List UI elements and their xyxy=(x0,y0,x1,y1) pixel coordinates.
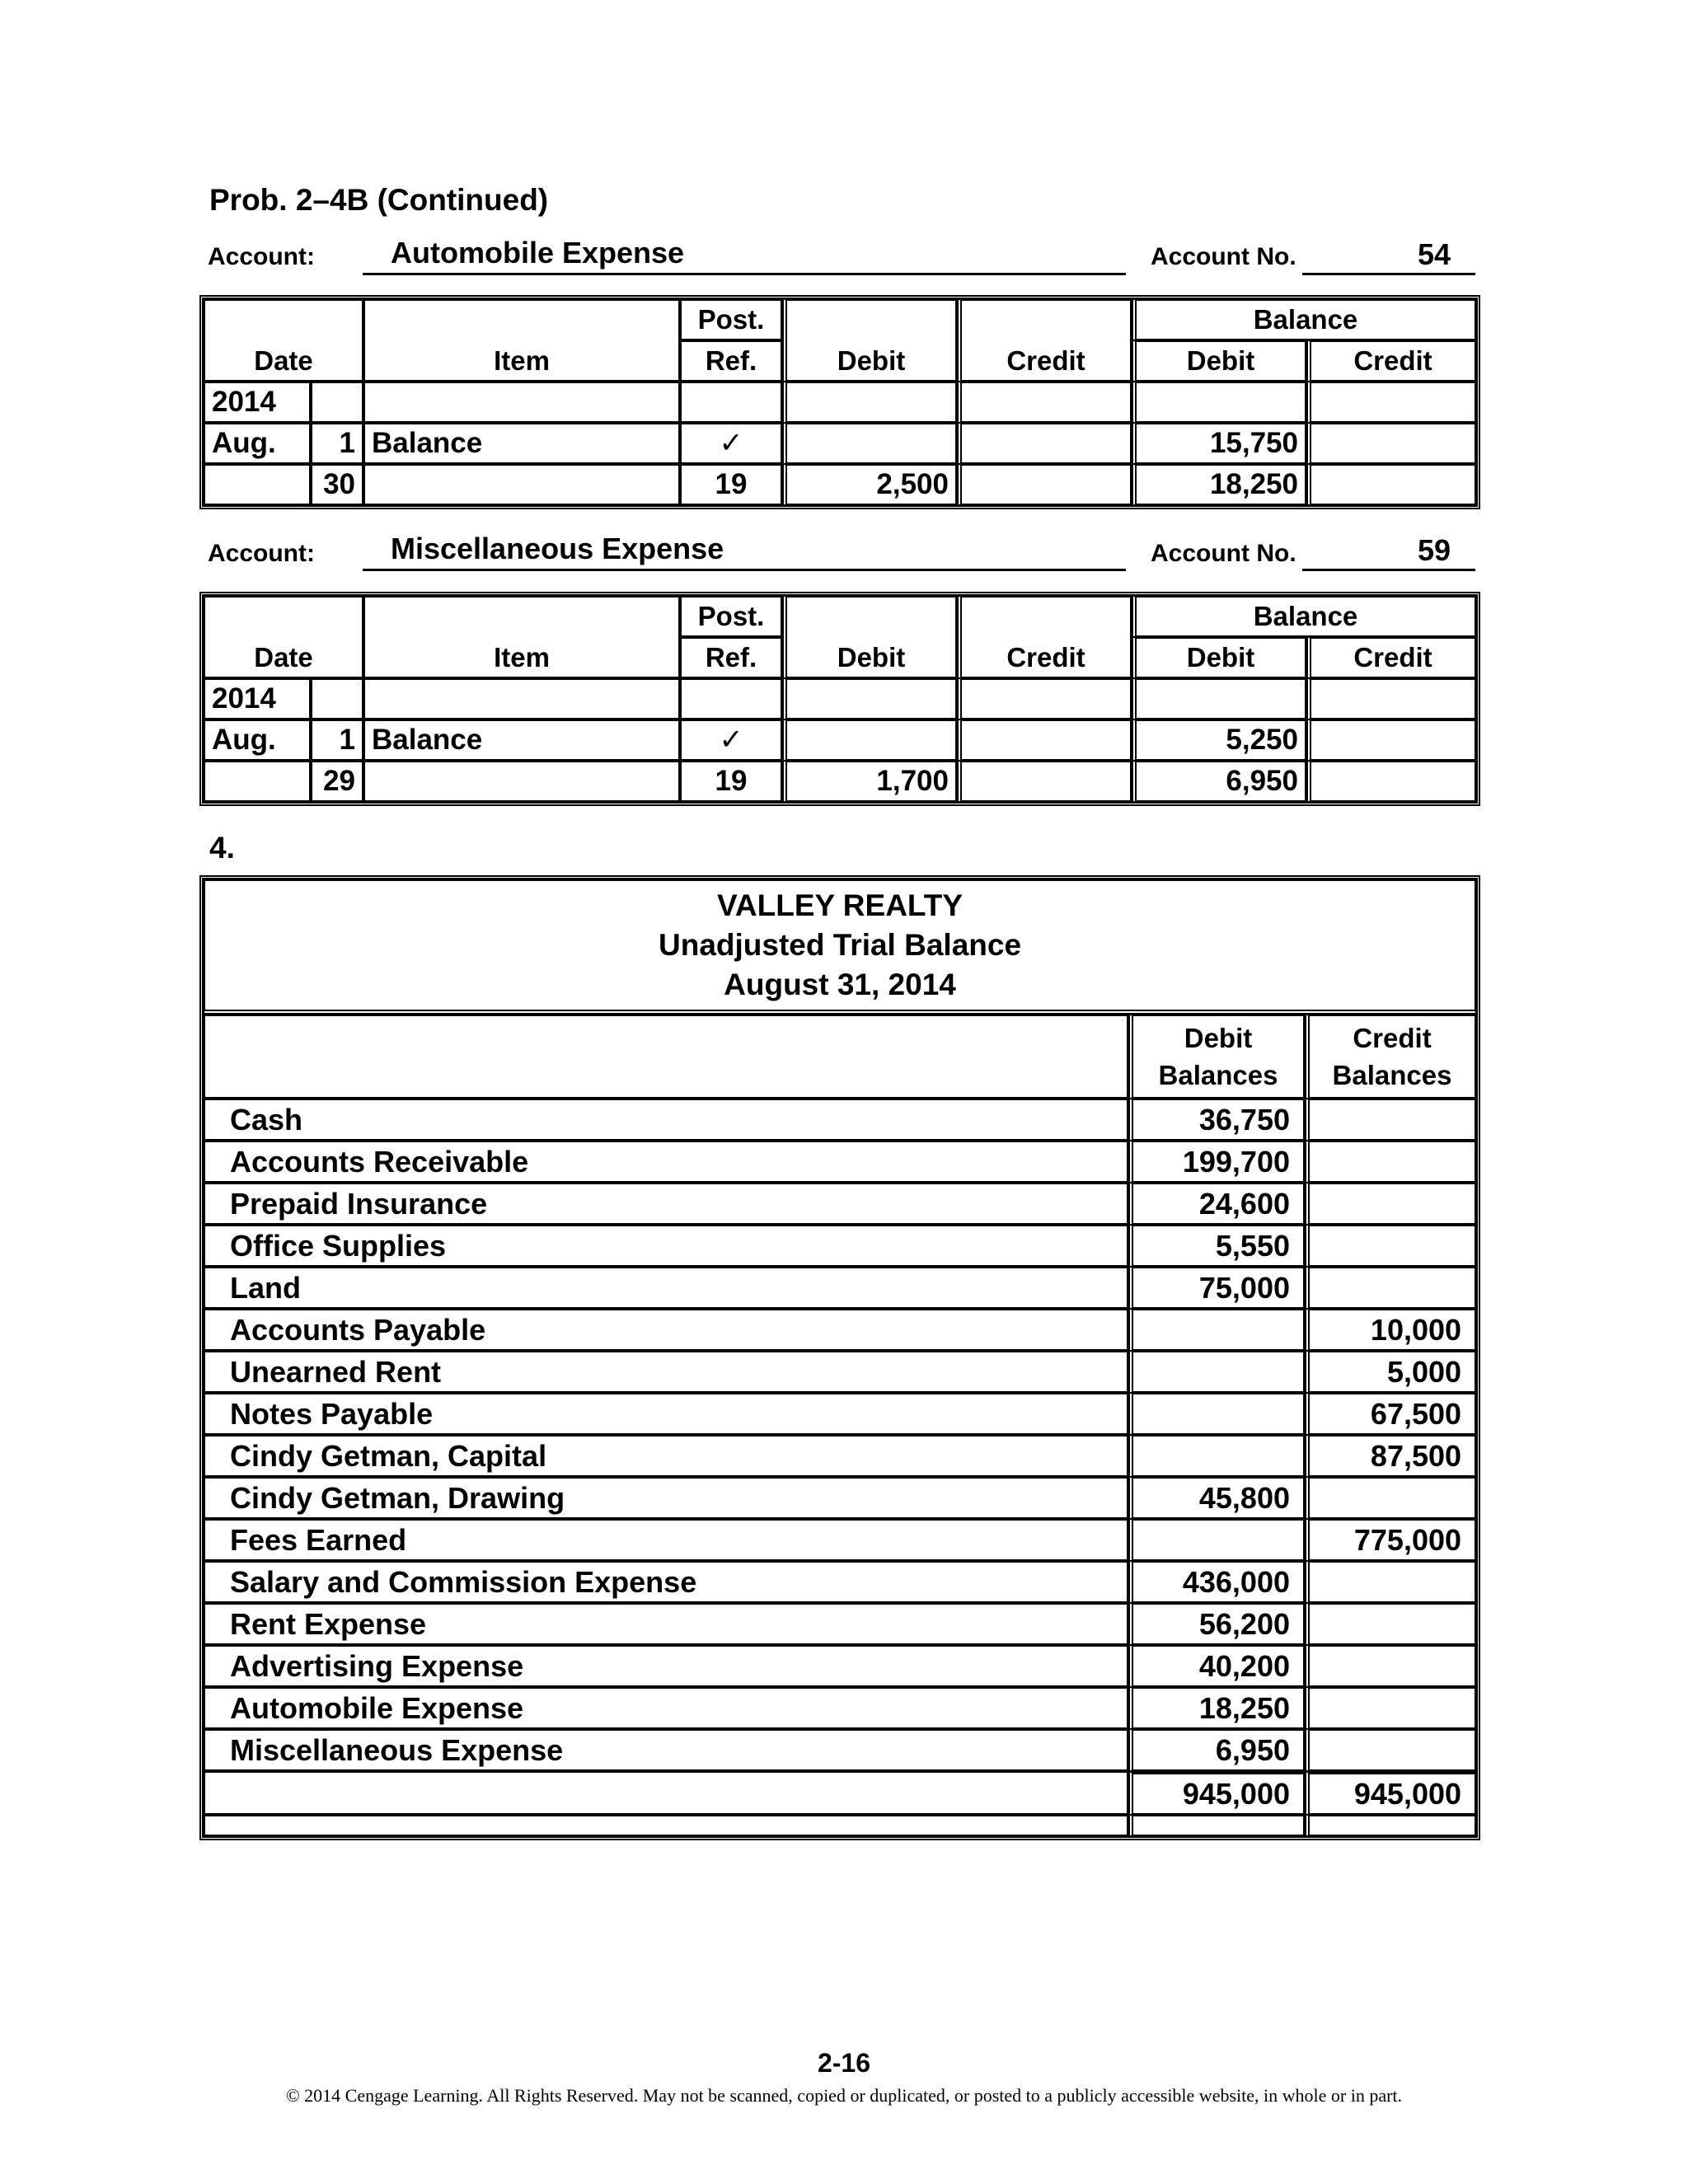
debit-cell xyxy=(782,719,957,761)
copyright-notice: © 2014 Cengage Learning. All Rights Reserved. May not be scanned, copied or duplicated, or posted to a publicly accessible website, in whole or in part. xyxy=(285,2085,1403,2106)
credit-balance-cell xyxy=(1305,1477,1476,1519)
table-row xyxy=(204,1099,1476,1141)
debit-balance-cell: 45,800 xyxy=(1128,1477,1305,1519)
account-no-label: Account No. xyxy=(1151,243,1296,270)
col-header-debit-balances: Debit Balances xyxy=(1128,1015,1305,1099)
col-header-balance: Balance xyxy=(1132,299,1476,340)
account-name-cell: Miscellaneous Expense xyxy=(204,1729,1128,1771)
month-cell: Aug. xyxy=(204,719,311,761)
account-no-underline xyxy=(1302,569,1475,571)
ledger-table-2 xyxy=(199,592,1480,806)
ref-cell: 19 xyxy=(680,761,782,802)
debit-cell xyxy=(782,423,957,464)
month-cell xyxy=(204,761,311,802)
credit-balance-cell xyxy=(1305,1183,1476,1225)
account-name-cell: Prepaid Insurance xyxy=(204,1183,1128,1225)
account-name-cell: Rent Expense xyxy=(204,1603,1128,1645)
credit-balance-cell xyxy=(1305,1645,1476,1687)
balance-credit-cell xyxy=(1306,761,1476,802)
col-header-post: Post. xyxy=(680,299,782,340)
credit-cell xyxy=(957,719,1132,761)
col-header-date: Date xyxy=(204,299,363,382)
month-cell xyxy=(204,464,311,505)
debit-balance-cell xyxy=(1128,1519,1305,1561)
account-name-cell: Notes Payable xyxy=(204,1393,1128,1435)
account-name-cell: Automobile Expense xyxy=(204,1687,1128,1729)
col-header-credit-balances: Credit Balances xyxy=(1305,1015,1476,1099)
credit-balance-cell xyxy=(1305,1225,1476,1267)
table-row xyxy=(204,1351,1476,1393)
col-header-debit: Debit xyxy=(782,596,957,678)
debit-balance-cell xyxy=(1128,1309,1305,1351)
account-no-label: Account No. xyxy=(1151,540,1296,567)
debit-balance-cell: 18,250 xyxy=(1128,1687,1305,1729)
checkmark-icon: ✓ xyxy=(680,423,782,464)
col-header-debit: Debit xyxy=(782,299,957,382)
day-cell: 30 xyxy=(311,464,363,505)
year-cell: 2014 xyxy=(204,678,311,719)
col-header-balance-credit: Credit xyxy=(1306,340,1476,382)
debit-balance-cell: 40,200 xyxy=(1128,1645,1305,1687)
balance-debit-cell: 6,950 xyxy=(1132,761,1306,802)
credit-balance-cell: 5,000 xyxy=(1305,1351,1476,1393)
table-row xyxy=(204,382,1476,423)
account-name-cell: Salary and Commission Expense xyxy=(204,1561,1128,1603)
credit-balance-cell: 10,000 xyxy=(1305,1309,1476,1351)
col-header-item: Item xyxy=(363,299,680,382)
credit-balance-cell: 67,500 xyxy=(1305,1393,1476,1435)
total-debit: 945,000 xyxy=(1128,1771,1305,1815)
credit-balance-cell xyxy=(1305,1603,1476,1645)
totals-row xyxy=(204,1771,1476,1815)
account-name-cell: Office Supplies xyxy=(204,1225,1128,1267)
day-cell: 1 xyxy=(311,423,363,464)
debit-balance-cell xyxy=(1128,1393,1305,1435)
col-header-balance-debit: Debit xyxy=(1132,340,1306,382)
credit-cell xyxy=(957,761,1132,802)
account-name-cell: Accounts Payable xyxy=(204,1309,1128,1351)
col-header-date: Date xyxy=(204,596,363,678)
balance-debit-cell: 5,250 xyxy=(1132,719,1306,761)
debit-balance-cell: 436,000 xyxy=(1128,1561,1305,1603)
day-cell: 1 xyxy=(311,719,363,761)
debit-balance-cell: 6,950 xyxy=(1128,1729,1305,1771)
table-row xyxy=(204,1183,1476,1225)
credit-balance-cell xyxy=(1305,1099,1476,1141)
page-title: Prob. 2–4B (Continued) xyxy=(209,183,549,217)
debit-balance-cell xyxy=(1128,1351,1305,1393)
credit-balance-cell xyxy=(1305,1267,1476,1309)
debit-balance-cell: 75,000 xyxy=(1128,1267,1305,1309)
credit-balance-cell: 775,000 xyxy=(1305,1519,1476,1561)
account-name-cell: Land xyxy=(204,1267,1128,1309)
company-name: VALLEY REALTY xyxy=(716,888,964,922)
table-row xyxy=(204,1141,1476,1183)
balance-credit-cell xyxy=(1306,719,1476,761)
table-row xyxy=(204,1519,1476,1561)
credit-balance-cell: 87,500 xyxy=(1305,1435,1476,1477)
account-no-underline xyxy=(1302,273,1475,275)
table-row xyxy=(204,761,1476,802)
total-credit: 945,000 xyxy=(1305,1771,1476,1815)
table-row xyxy=(204,1435,1476,1477)
statement-title: Unadjusted Trial Balance xyxy=(659,928,1022,962)
table-row xyxy=(204,1309,1476,1351)
account-name-cell: Accounts Receivable xyxy=(204,1141,1128,1183)
col-header-ref: Ref. xyxy=(680,637,782,678)
checkmark-icon: ✓ xyxy=(680,719,782,761)
item-cell xyxy=(363,464,680,505)
item-cell: Balance xyxy=(363,423,680,464)
day-cell: 29 xyxy=(311,761,363,802)
debit-balance-cell xyxy=(1128,1435,1305,1477)
account-name-underline xyxy=(363,569,1126,571)
col-header-balance: Balance xyxy=(1132,596,1476,637)
account-name-cell: Fees Earned xyxy=(204,1519,1128,1561)
month-cell: Aug. xyxy=(204,423,311,464)
page-number: 2-16 xyxy=(817,2048,871,2078)
account-label: Account: xyxy=(208,243,315,270)
table-row xyxy=(204,678,1476,719)
balance-credit-cell xyxy=(1306,423,1476,464)
section-label: 4. xyxy=(209,831,235,865)
ledger-table-1 xyxy=(199,295,1480,509)
col-header-ref: Ref. xyxy=(680,340,782,382)
credit-balance-cell xyxy=(1305,1561,1476,1603)
debit-balance-cell: 24,600 xyxy=(1128,1183,1305,1225)
table-row xyxy=(204,1561,1476,1603)
col-header-balance-debit: Debit xyxy=(1132,637,1306,678)
debit-cell: 1,700 xyxy=(782,761,957,802)
debit-balance-cell: 5,550 xyxy=(1128,1225,1305,1267)
account-name-cell: Advertising Expense xyxy=(204,1645,1128,1687)
debit-balance-cell: 199,700 xyxy=(1128,1141,1305,1183)
trial-balance-table xyxy=(199,875,1480,1840)
debit-balance-cell: 56,200 xyxy=(1128,1603,1305,1645)
ref-cell: 19 xyxy=(680,464,782,505)
table-row xyxy=(204,1729,1476,1771)
table-row xyxy=(204,1225,1476,1267)
ledger-2-account-number: 59 xyxy=(1417,533,1451,567)
table-row xyxy=(204,1477,1476,1519)
table-row xyxy=(204,423,1476,464)
credit-balance-cell xyxy=(1305,1729,1476,1771)
debit-balance-cell: 36,750 xyxy=(1128,1099,1305,1141)
col-header-credit: Credit xyxy=(957,596,1132,678)
table-row xyxy=(204,1687,1476,1729)
statement-date: August 31, 2014 xyxy=(724,968,956,1001)
ledger-2-account-name: Miscellaneous Expense xyxy=(391,532,724,565)
table-row xyxy=(204,1645,1476,1687)
account-name-cell: Cindy Getman, Capital xyxy=(204,1435,1128,1477)
col-header-credit: Credit xyxy=(957,299,1132,382)
table-row xyxy=(204,1393,1476,1435)
credit-cell xyxy=(957,464,1132,505)
ledger-1-account-name: Automobile Expense xyxy=(391,236,685,269)
account-name-underline xyxy=(363,273,1126,275)
balance-debit-cell: 15,750 xyxy=(1132,423,1306,464)
col-header-item: Item xyxy=(363,596,680,678)
ledger-1-account-number: 54 xyxy=(1417,237,1451,271)
account-name-cell: Cash xyxy=(204,1099,1128,1141)
trial-balance-heading xyxy=(204,879,1476,1015)
col-header-post: Post. xyxy=(680,596,782,637)
year-cell: 2014 xyxy=(204,382,311,423)
balance-debit-cell: 18,250 xyxy=(1132,464,1306,505)
table-row xyxy=(204,464,1476,505)
table-row xyxy=(204,1267,1476,1309)
col-header-balance-credit: Credit xyxy=(1306,637,1476,678)
credit-balance-cell xyxy=(1305,1141,1476,1183)
item-cell xyxy=(363,761,680,802)
balance-credit-cell xyxy=(1306,464,1476,505)
item-cell: Balance xyxy=(363,719,680,761)
account-label: Account: xyxy=(208,540,315,567)
credit-balance-cell xyxy=(1305,1687,1476,1729)
table-row xyxy=(204,1603,1476,1645)
table-row xyxy=(204,719,1476,761)
account-name-cell: Unearned Rent xyxy=(204,1351,1128,1393)
account-name-cell: Cindy Getman, Drawing xyxy=(204,1477,1128,1519)
debit-cell: 2,500 xyxy=(782,464,957,505)
credit-cell xyxy=(957,423,1132,464)
